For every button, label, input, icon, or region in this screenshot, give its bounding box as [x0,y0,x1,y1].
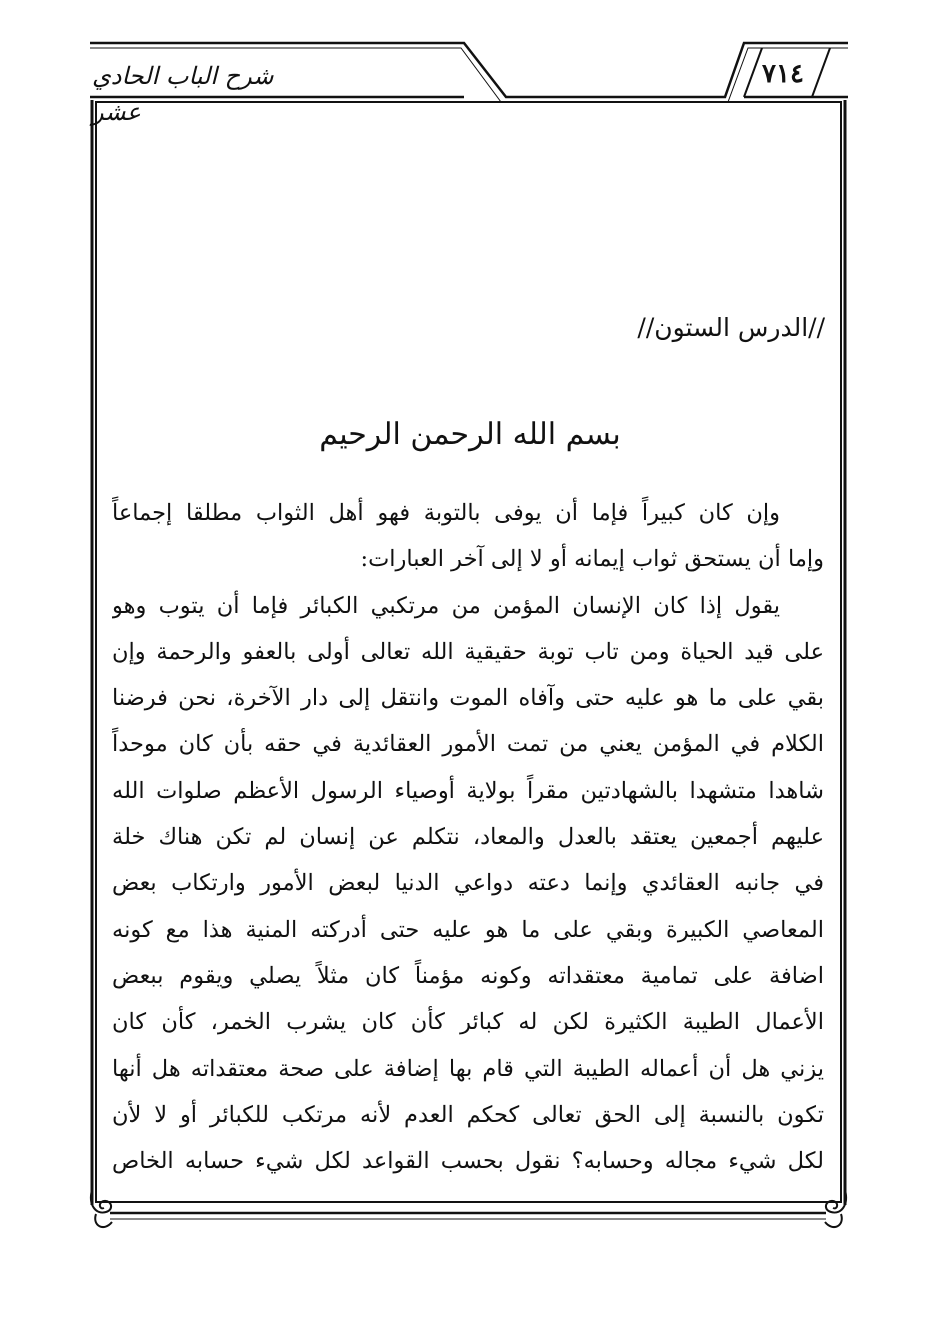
body-line-15: لكل شيء مجاله وحسابه؟ نقول بحسب القواعد لكل شيء حسابه الخاص [112,1148,824,1175]
body-line-11: اضافة على تمامية معتقداته وكونه مؤمناً كان مثلاً يصلي ويقوم ببعض [112,962,824,989]
body-line-12: الأعمال الطيبة الكثيرة لكن له كبائر كأن كان يشرب الخمر، كأن كان [112,1009,824,1036]
body-line-6: الكلام في المؤمن يعني من تمت الأمور العقائدية في حقه بأن كان موحداً [112,731,824,758]
body-line-2: وإما أن يستحق ثواب إيمانه أو لا إلى آخر العبارات: [360,546,824,573]
page-number: ٧١٤ [762,59,804,89]
body-line-5: بقي على ما هو عليه حتى وآفاه الموت وانتقل إلى دار الآخرة، نحن فرضنا [112,685,824,712]
body-line-10: المعاصي الكبيرة وبقي على ما هو عليه حتى أدركته المنية هذا مع كونه [112,916,824,943]
body-line-1: وإن كان كبيراً فإما أن يوفى بالتوبة فهو أهل الثواب مطلقا إجماعاً [112,500,780,526]
body-text [112,490,824,1184]
basmala-heading: بسم الله الرحمن الرحيم [319,417,621,452]
running-head-book-title: شرح الباب الحادي عشر [92,62,274,126]
ornament-bottom-left [91,1190,112,1227]
body-line-9: في جانبه العقائدي وإنما دعته دواعي الدنيا لبعض الأمور وارتكاب بعض [112,870,824,897]
body-line-14: تكون بالنسبة إلى الحق تعالى كحكم العدم لأنه مرتكب للكبائر أو لا لأن [112,1101,824,1128]
body-line-13: يزني هل أن أعماله الطيبة التي قام بها إضافة على صحة معتقداته هل أنها [112,1055,824,1082]
ornament-bottom-right [825,1190,846,1227]
body-line-4: على قيد الحياة ومن تاب توبة حقيقية الله تعالى أولى بالعفو والرحمة وإن [112,638,824,665]
body-line-8: عليهم أجمعين يعتقد بالعدل والمعاد، نتكلم عن إنسان لم تكن هناك خلة [112,824,824,851]
lesson-title: //الدرس الستون// [637,313,825,342]
body-line-7: شاهدا متشهدا بالشهادتين مقراً بولاية أوصياء الرسول الأعظم صلوات الله [112,777,824,804]
body-line-3: يقول إذا كان الإنسان المؤمن من مرتكبي الكبائر فإما أن يتوب وهو [112,592,780,619]
